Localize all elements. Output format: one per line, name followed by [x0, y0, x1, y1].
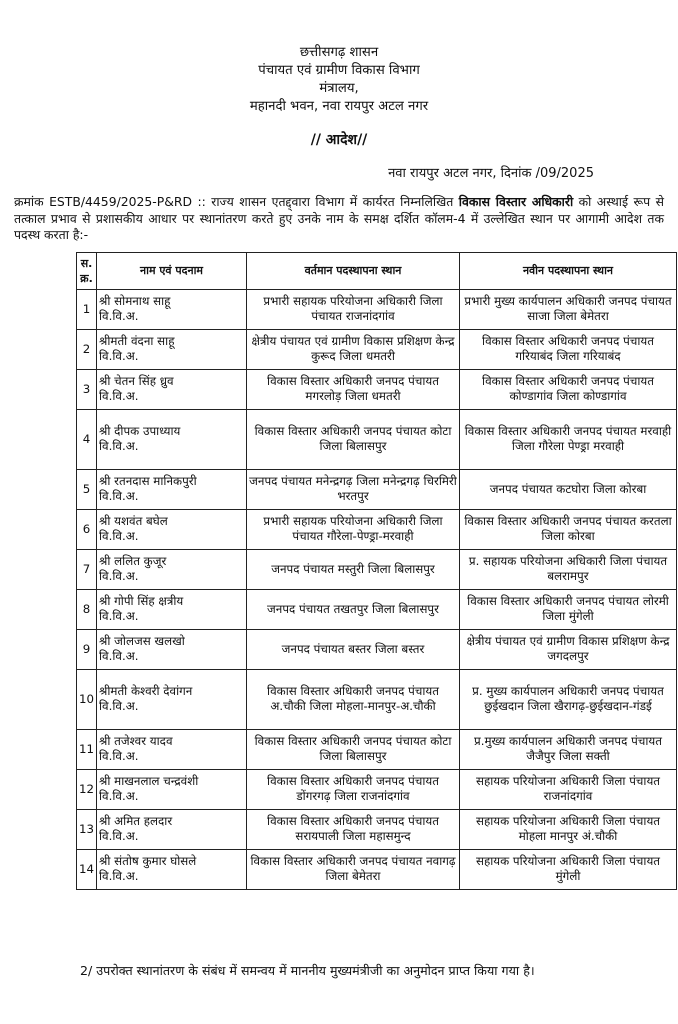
employee-designation: वि.वि.अ.	[99, 349, 139, 363]
header-government: छत्तीसगढ़ शासन	[299, 45, 379, 60]
serial-number: 4	[77, 409, 97, 469]
col-header-name: नाम एवं पदनाम	[97, 252, 247, 289]
col-header-new: नवीन पदस्थापना स्थान	[460, 252, 677, 289]
serial-number: 7	[77, 549, 97, 589]
employee-cell	[97, 729, 247, 769]
order-body-part2: को अस्थाई रूप से तत्काल प्रभाव से प्रशासकीय आधार पर स्थानांतरण करते हुए उनके नाम के समक्ष दर्शित कॉलम-4 में उल्लेखित स्थान पर आगामी आदेश तक पदस्थ करता है:-	[14, 194, 664, 242]
current-posting: विकास विस्तार अधिकारी जनपद पंचायत कोटा जिला बिलासपुर	[247, 409, 460, 469]
employee-cell	[97, 669, 247, 729]
new-posting: प्रभारी मुख्य कार्यपालन अधिकारी जनपद पंचायत साजा जिला बेमेतरा	[460, 289, 677, 329]
serial-number: 9	[77, 629, 97, 669]
new-posting: विकास विस्तार अधिकारी जनपद पंचायत करतला जिला कोरबा	[460, 509, 677, 549]
header-department: पंचायत एवं ग्रामीण विकास विभाग	[258, 63, 420, 78]
serial-number: 6	[77, 509, 97, 549]
new-posting: क्षेत्रीय पंचायत एवं ग्रामीण विकास प्रशिक्षण केन्द्र जगदलपुर	[460, 629, 677, 669]
table-row	[77, 509, 677, 549]
order-body-part1: क्रमांक ESTB/4459/2025-P&RD :: राज्य शासन एतद्द्वारा विभाग में कार्यरत निम्नलिखित	[14, 194, 459, 209]
current-posting: प्रभारी सहायक परियोजना अधिकारी जिला पंचायत राजनांदगांव	[247, 289, 460, 329]
employee-name: श्री गोपी सिंह क्षत्रीय	[99, 594, 184, 608]
current-posting: विकास विस्तार अधिकारी जनपद पंचायत कोटा जिला बिलासपुर	[247, 729, 460, 769]
serial-number: 14	[77, 849, 97, 889]
current-posting: जनपद पंचायत बस्तर जिला बस्तर	[247, 629, 460, 669]
current-posting: विकास विस्तार अधिकारी जनपद पंचायत अ.चौकी जिला मोहला-मानपुर-अ.चौकी	[247, 669, 460, 729]
employee-name: श्री दीपक उपाध्याय	[99, 424, 181, 438]
table-row	[77, 809, 677, 849]
new-posting: सहायक परियोजना अधिकारी जिला पंचायत राजनांदगांव	[460, 769, 677, 809]
serial-number: 5	[77, 469, 97, 509]
employee-designation: वि.वि.अ.	[99, 869, 139, 883]
new-posting: सहायक परियोजना अधिकारी जिला पंचायत मुंगेली	[460, 849, 677, 889]
employee-name: श्री तजेश्वर यादव	[99, 734, 173, 748]
employee-designation: वि.वि.अ.	[99, 789, 139, 803]
table-row	[77, 329, 677, 369]
employee-designation: वि.वि.अ.	[99, 829, 139, 843]
serial-number: 3	[77, 369, 97, 409]
table-row	[77, 769, 677, 809]
employee-cell	[97, 369, 247, 409]
employee-name: श्री माखनलाल चन्द्रवंशी	[99, 774, 199, 788]
new-posting: सहायक परियोजना अधिकारी जिला पंचायत मोहला मानपुर अं.चौकी	[460, 809, 677, 849]
employee-cell	[97, 509, 247, 549]
current-posting: जनपद पंचायत तखतपुर जिला बिलासपुर	[247, 589, 460, 629]
table-row	[77, 629, 677, 669]
employee-name: श्री रतनदास मानिकपुरी	[99, 474, 197, 488]
employee-designation: वि.वि.अ.	[99, 439, 139, 453]
serial-number: 8	[77, 589, 97, 629]
serial-number: 2	[77, 329, 97, 369]
place-date: नवा रायपुर अटल नगर, दिनांक /09/2025	[388, 166, 594, 181]
employee-name: श्रीमती वंदना साहू	[99, 334, 175, 348]
new-posting: विकास विस्तार अधिकारी जनपद पंचायत गरियाबंद जिला गरियाबंद	[460, 329, 677, 369]
table-body	[77, 289, 677, 889]
col-header-serial: स. क्र.	[77, 252, 97, 289]
employee-name: श्री संतोष कुमार घोसले	[99, 854, 197, 868]
employee-designation: वि.वि.अ.	[99, 699, 139, 713]
employee-name: श्री सोमनाथ साहू	[99, 294, 171, 308]
table-header-row	[77, 252, 677, 289]
employee-designation: वि.वि.अ.	[99, 489, 139, 503]
employee-cell	[97, 289, 247, 329]
table-row	[77, 369, 677, 409]
employee-designation: वि.वि.अ.	[99, 749, 139, 763]
employee-cell	[97, 469, 247, 509]
current-posting: विकास विस्तार अधिकारी जनपद पंचायत मगरलोड़ जिला धमतरी	[247, 369, 460, 409]
table-row	[77, 469, 677, 509]
serial-number: 12	[77, 769, 97, 809]
serial-number: 10	[77, 669, 97, 729]
employee-cell	[97, 809, 247, 849]
current-posting: विकास विस्तार अधिकारी जनपद पंचायत सरायपाली जिला महासमुन्द	[247, 809, 460, 849]
new-posting: प्र.मुख्य कार्यपालन अधिकारी जनपद पंचायत जैजैपुर जिला सक्ती	[460, 729, 677, 769]
new-posting: प्र. मुख्य कार्यपालन अधिकारी जनपद पंचायत छुईखदान जिला खैरागढ़-छुईखदान-गंडई	[460, 669, 677, 729]
employee-designation: वि.वि.अ.	[99, 609, 139, 623]
col-header-current: वर्तमान पदस्थापना स्थान	[247, 252, 460, 289]
footer-note: 2/ उपरोक्त स्थानांतरण के संबंध में समन्वय में माननीय मुख्यमंत्रीजी का अनुमोदन प्राप्त किया गया है।	[80, 963, 535, 978]
employee-name: श्री ललित कुजूर	[99, 554, 167, 568]
table-row	[77, 549, 677, 589]
header-address: महानदी भवन, नवा रायपुर अटल नगर	[249, 99, 429, 114]
employee-cell	[97, 549, 247, 589]
employee-cell	[97, 409, 247, 469]
current-posting: प्रभारी सहायक परियोजना अधिकारी जिला पंचायत गौरेला-पेण्ड्रा-मरवाही	[247, 509, 460, 549]
new-posting: विकास विस्तार अधिकारी जनपद पंचायत कोण्डागांव जिला कोण्डागांव	[460, 369, 677, 409]
serial-number: 11	[77, 729, 97, 769]
order-title: // आदेश//	[310, 132, 368, 148]
order-body-bold: विकास विस्तार अधिकारी	[458, 194, 574, 209]
employee-cell	[97, 769, 247, 809]
employee-name: श्री जोलजस खलखो	[99, 634, 185, 648]
current-posting: विकास विस्तार अधिकारी जनपद पंचायत नवागढ़ जिला बेमेतरा	[247, 849, 460, 889]
employee-cell	[97, 849, 247, 889]
employee-name: श्री अमित हलदार	[99, 814, 173, 828]
order-body	[14, 194, 664, 244]
table-row	[77, 729, 677, 769]
table-row	[77, 669, 677, 729]
employee-designation: वि.वि.अ.	[99, 389, 139, 403]
employee-designation: वि.वि.अ.	[99, 309, 139, 323]
employee-name: श्री चेतन सिंह ध्रुव	[99, 374, 174, 388]
current-posting: विकास विस्तार अधिकारी जनपद पंचायत डोंगरगढ़ जिला राजनांदगांव	[247, 769, 460, 809]
employee-name: श्रीमती केश्वरी देवांगन	[99, 684, 193, 698]
employee-designation: वि.वि.अ.	[99, 569, 139, 583]
new-posting: प्र. सहायक परियोजना अधिकारी जिला पंचायत बलरामपुर	[460, 549, 677, 589]
current-posting: जनपद पंचायत मनेन्द्रगढ़ जिला मनेन्द्रगढ़ चिरमिरी भरतपुर	[247, 469, 460, 509]
employee-cell	[97, 629, 247, 669]
employee-name: श्री यशवंत बघेल	[99, 514, 168, 528]
new-posting: विकास विस्तार अधिकारी जनपद पंचायत मरवाही जिला गौरेला पेण्ड्रा मरवाही	[460, 409, 677, 469]
transfer-table	[76, 252, 677, 890]
employee-designation: वि.वि.अ.	[99, 649, 139, 663]
new-posting: जनपद पंचायत कटघोरा जिला कोरबा	[460, 469, 677, 509]
serial-number: 1	[77, 289, 97, 329]
serial-number: 13	[77, 809, 97, 849]
new-posting: विकास विस्तार अधिकारी जनपद पंचायत लोरमी जिला मुंगेली	[460, 589, 677, 629]
employee-cell	[97, 589, 247, 629]
table-row	[77, 849, 677, 889]
employee-cell	[97, 329, 247, 369]
table-row	[77, 409, 677, 469]
table-row	[77, 589, 677, 629]
table-row	[77, 289, 677, 329]
current-posting: क्षेत्रीय पंचायत एवं ग्रामीण विकास प्रशिक्षण केन्द्र कुरूद जिला धमतरी	[247, 329, 460, 369]
employee-designation: वि.वि.अ.	[99, 529, 139, 543]
current-posting: जनपद पंचायत मस्तुरी जिला बिलासपुर	[247, 549, 460, 589]
header-ministry: मंत्रालय,	[319, 81, 359, 96]
